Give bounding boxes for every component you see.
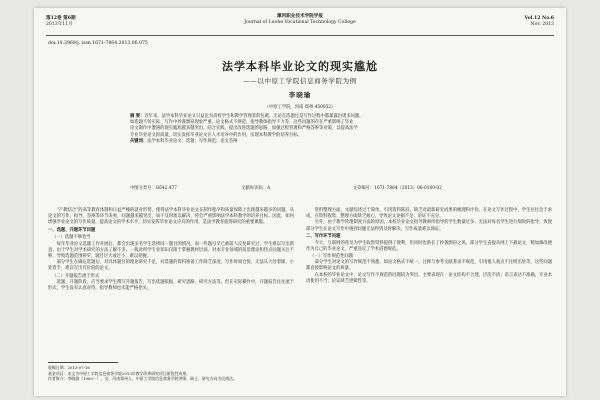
footnote: 收稿日期：2013-07-16: [48, 365, 90, 370]
footnote: 作者简介：李晓瑜（1980－），女，河南郑州人，中原工学院信息商务学院讲师，硕士，研究方向为民商法。: [48, 376, 237, 382]
body-paragraph: 在本校的毕业论文中，论文写作不规范的问题较为突出，主要表现在：论文结构不合理，层次不清；语言表达不准确，专业术语使用不当；论证缺乏逻辑性等。: [306, 272, 552, 284]
abstract-line: 专业毕业论文的质量，切实发挥毕业论文在人才培养中的作用，实现本科教学的培养目标。: [130, 132, 302, 138]
article-metadata: [130, 186, 470, 192]
body-column-left: [48, 208, 294, 292]
body-column-right: [306, 208, 552, 285]
journal-page: [34, 8, 566, 396]
header-volume-issue: 第12卷 第6期: [46, 16, 76, 21]
section-heading: 一、选题、开题环节问题: [48, 228, 96, 234]
section-heading: 二、写作环节问题: [306, 234, 341, 240]
document-code: 文献标识码：A: [241, 186, 271, 191]
abstract-line: 如选题不切实际、写作中抄袭剽窃现象严重、论文格式不规范、指导教师指导不力等。这些问题的存在严重影响了毕业: [130, 120, 354, 126]
article-number: 文章编号：1671-7864（2013）06-0169-02: [352, 186, 442, 191]
subsection-heading: （一）选题不够恰当: [52, 235, 91, 241]
header-volume-issue-en: Vol.12 No.6: [524, 16, 554, 21]
body-paragraph: “产教结合”的高等教育体制和日益严峻的就业形势，使得法学本科毕业论文在制作程序和质量保障上出现越来越多的问题。从论文的写作、指导、答辩等环节来看，问题越来越突出，如不及时加以解决，将会严重影响法学本科教学的培养目标。因此，如何增强毕业论文的写作质量，提高论文的学术水平，切实发挥毕业论文应有的作用，是法学教育值得研究的重要课题。: [48, 208, 294, 226]
journal-name-cn: 漯河职业技术学院学报: [277, 14, 323, 19]
clc-number: 中图分类号：G642.477: [130, 186, 177, 191]
keywords: 关键词：法学本科毕业论文；选题；写作规范；论文答辩: [130, 138, 238, 144]
body-paragraph: 今天，互联网的普及为学生收集资料提供了便利，但同时也助长了抄袭剽窃之风。部分学生直接从网上下载论文，稍加修改便作为自己的毕业论文，严重违反了学术道德规范。: [306, 240, 552, 252]
body-paragraph: 选题、开题阶段，应当要求学生撰写开题报告，写出选题依据、研究思路、研究方法等。但在实际操作中，开题报告往往流于形式，学生没有认真对待，指导教师也未能严格把关。: [48, 279, 294, 291]
body-paragraph: 部分学生在确定选题后，对具体题目的理论研究不足，对选题的资料准备工作缺乏深度，写作时间仓促，无法从大处着眼、小处着手，难以写出有价值的论文。: [48, 260, 294, 272]
article-title: 法学本科毕业论文的现实尴尬: [222, 60, 378, 73]
header-date: 2013年11月: [46, 22, 73, 27]
header-rule: [46, 35, 554, 36]
running-header: [46, 14, 554, 36]
author-name: 李晓瑜: [288, 91, 312, 99]
body-paragraph: 另外，由于教学管理制度方面的原因，本校毕业论文指导教师所指导的学生数量过多，无法对每名学生进行细致的指导，致使部分学生在论文写作中遇到问题无法得到及时解决，写作质量难以保证。: [306, 220, 552, 232]
subsection-heading: （二）开题报告流于形式: [52, 273, 100, 279]
journal-name-en: Journal of Luohe Vocational Technology College: [244, 20, 356, 25]
author-affiliation: （中原工学院，河南 郑州 450052）: [264, 105, 336, 110]
header-date-en: Nov. 2013: [530, 22, 554, 27]
keywords-label: 关键词：: [130, 138, 148, 144]
abstract-line: 论文制作中遭遇的现实尴尬越来越突出。结合实践，提出改进选题的思路、加强过程管理和严格答辩等对策，以提高法学: [130, 126, 358, 132]
body-paragraph: 每年毕业论文选题工作开展后，都会出现多名学生选择同一题目的情况，而一些题目早已被前人反复研究过，学生难以写出新意。由于学生对学术研究的方法了解不多，一般对所学专业知识仅限于掌握教材层面，对本专业领域的前沿理论和热点问题关注不够，导致选题范围狭窄，题目过大或过小，难以把握。: [48, 241, 294, 259]
abstract-label: 摘 要：: [130, 114, 145, 119]
body-paragraph: 部分学生对论文的写作规范不熟悉，如论文格式不统一，注释与参考文献著录不规范、引用他人观点不注明出处等，这些问题都直接影响论文的质量。: [306, 260, 552, 272]
footnote-rule: [48, 362, 118, 363]
subsection-heading: （一）写作规范性问题: [310, 253, 353, 259]
doi: doi:10.3969/j. issn.1671-7864.2013.06.075: [48, 41, 148, 46]
body-paragraph: 资料整理方面，文献综述过于简单，引用资料陈旧，缺乏对最新研究成果的梳理和评价。在论文写作过程中，学生往往急于求成，在资料收集、整理方面缺乏耐心，导致论文论据不足、论证不充分。: [306, 208, 552, 220]
abstract-line: 摘 要：近年来，法学本科毕业论文日益沦为高校学生和教学管理者的包袱，无论在选题还是写作过程中都暴露出诸多问题，: [130, 114, 364, 119]
article-subtitle: ——以中原工学院信息商务学院为例: [243, 77, 357, 85]
abstract: [130, 114, 470, 145]
footnotes: [48, 365, 294, 382]
footnote: 基金项目：本文为中原工学院信息商务学院2013年教学改革研究项目阶段性成果。: [48, 370, 191, 376]
